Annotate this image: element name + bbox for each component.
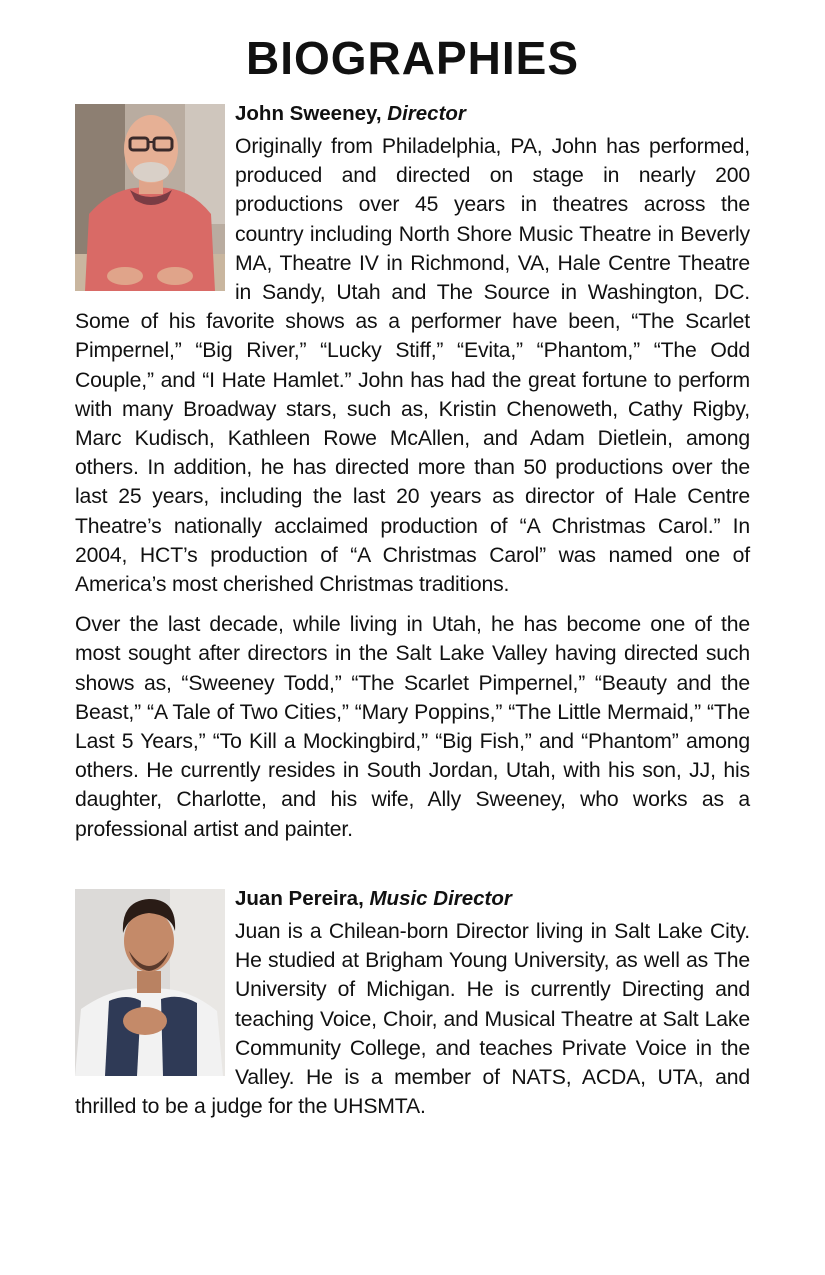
juan-pereira-photo — [75, 889, 225, 1076]
bio-role: Director — [387, 102, 466, 125]
bio-juan-pereira — [75, 885, 750, 1132]
bio-name: Juan Pereira, — [235, 887, 364, 910]
bio-name: John Sweeney, — [235, 102, 382, 125]
john-sweeney-photo — [75, 104, 225, 291]
page-title: BIOGRAPHIES — [245, 32, 580, 84]
bio-paragraph: Originally from Philadelphia, PA, John has performed, produced and directed on stage in nearly 200 productions over 45 years in theatres across the country including North Shore Music Theatre in Beverly MA, Theatre IV in Richmond, VA, Hale Centre Theatre in Sandy, Utah and The Source in Washington, DC. Some of his favorite shows as a performer have been, “The Scarlet Pimpernel,” “Big River,” “Lucky Stiff,” “Evita,” “Phantom,” “The Odd Couple,” and “I Hate Hamlet.” John has had the great fortune to perform with many Broadway stars, such as, Kristin Chenoweth, Cathy Rigby, Marc Kudisch, Kathleen Rowe McAllen, and Adam Dietlein, among others. In addition, he has directed more than 50 productions over the last 25 years, including the last 20 years as director of Hale Centre Theatre’s nationally acclaimed production of “A Christmas Carol.” In 2004, HCT’s production of “A Christmas Carol” was named one of America’s most cherished Christmas traditions. — [75, 135, 750, 597]
bio-paragraph: Juan is a Chilean-born Director living in Salt Lake City. He studied at Brigham Young University, as well as The University of Michigan. He is currently Directing and teaching Voice, Choir, and Musical Theatre at Salt Lake Community College, and teaches Private Voice in the Valley. He is a member of NATS, ACDA, UTA, and thrilled to be a judge for the UHSMTA. — [75, 920, 750, 1119]
bio-paragraph: Over the last decade, while living in Utah, he has become one of the most sought after directors in the Salt Lake Valley having directed such shows as, “Sweeney Todd,” “The Scarlet Pimpernel,” “Beauty and the Beast,” “A Tale of Two Cities,” “Mary Poppins,” “The Little Mermaid,” “The Last 5 Years,” “To Kill a Mockingbird,” “Big Fish,” and “Phantom” among others. He currently resides in South Jordan, Utah, with his son, JJ, his daughter, Charlotte, and his wife, Ally Sweeney, who works as a professional artist and painter. — [75, 613, 750, 841]
bio-role: Music Director — [369, 887, 512, 910]
bio-john-sweeney — [75, 100, 750, 855]
